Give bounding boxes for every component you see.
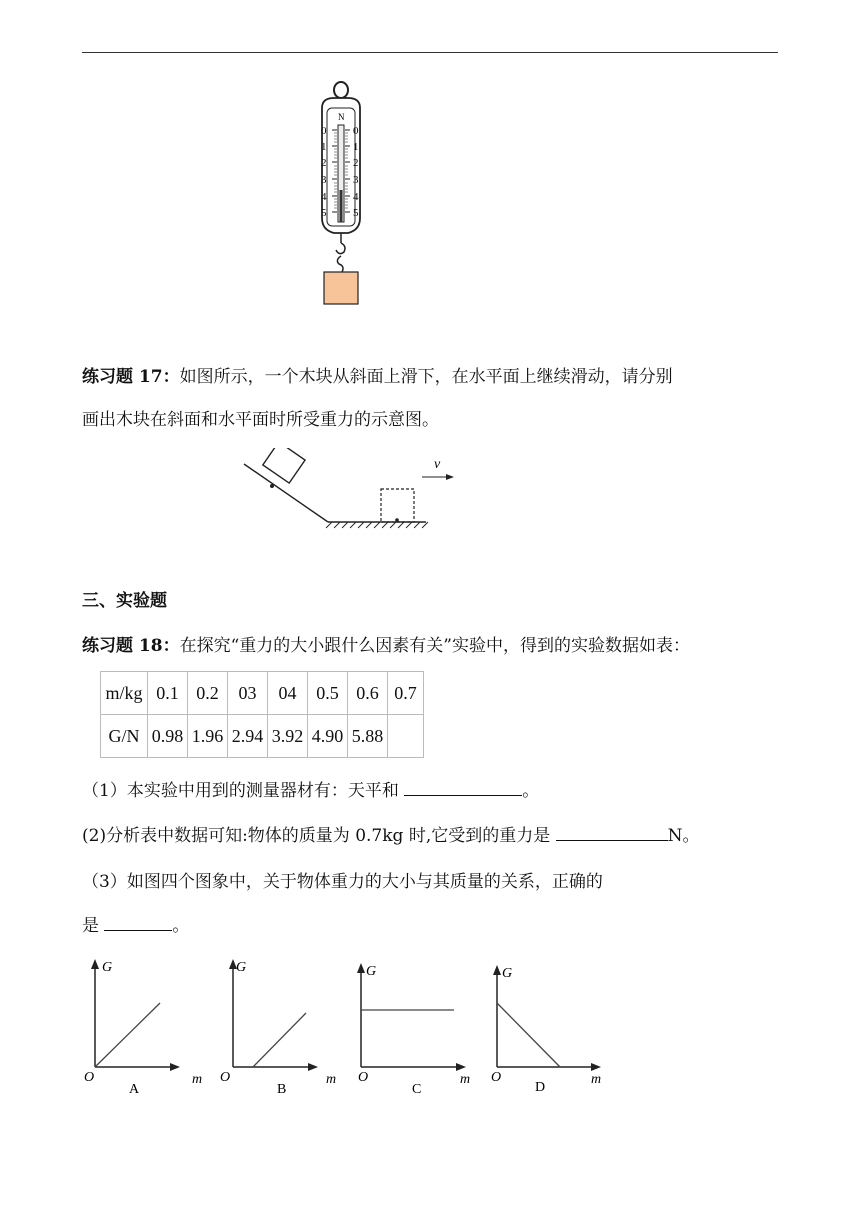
table-cell: 4.90 [308, 715, 348, 758]
table-cell: 0.5 [308, 672, 348, 715]
table-cell: 0.7 [388, 672, 424, 715]
spring-scale-figure [300, 78, 390, 310]
table-cell: 04 [268, 672, 308, 715]
scale-right-tick: 5 [353, 207, 359, 219]
table-cell: 2.94 [228, 715, 268, 758]
q18-sub2 [82, 824, 700, 848]
graph-y-label: G [366, 964, 377, 979]
q18-sub2-text: (2)分析表中数据可知:物体的质量为 0.7kg 时,它受到的重力是 [82, 826, 551, 846]
scale-right-tick: 0 [353, 125, 359, 137]
graph-origin: O [358, 1070, 369, 1085]
q17-text-line1: 如图所示，一个木块从斜面上滑下，在水平面上继续滑动，请分别 [179, 367, 673, 387]
q17-label: 练习题 17： [82, 367, 180, 387]
scale-right-tick: 1 [353, 141, 359, 153]
scale-left-tick: 0 [321, 125, 327, 137]
q18-label: 练习题 18： [82, 636, 180, 656]
table-row [101, 715, 424, 758]
graph-b[interactable] [218, 955, 348, 1100]
graph-x-label: m [460, 1072, 471, 1087]
scale-left-tick: 4 [321, 191, 327, 203]
scale-right-tick: 4 [353, 191, 359, 203]
scale-left-tick: 5 [321, 207, 327, 219]
graph-name: B [277, 1082, 287, 1097]
graph-origin: O [84, 1070, 95, 1085]
scale-left-tick: 1 [321, 141, 327, 153]
q17-text-line2: 画出木块在斜面和水平面时所受重力的示意图。 [82, 410, 439, 430]
slope-block [263, 448, 305, 483]
q18-sub1 [82, 779, 539, 803]
ground-block [381, 489, 414, 522]
q18-sub3-line2 [82, 914, 189, 938]
incline-figure [240, 448, 462, 530]
table-cell: 0.6 [348, 672, 388, 715]
scale-right-tick: 3 [353, 174, 359, 186]
graph-y-label: G [102, 960, 113, 975]
graph-y-label: G [236, 960, 247, 975]
q18-sub1-end: 。 [522, 781, 540, 801]
q18-intro: 在探究“重力的大小跟什么因素有关”实验中，得到的实验数据如表： [179, 636, 690, 656]
graph-a[interactable] [80, 955, 210, 1100]
table-row [101, 672, 424, 715]
graph-c[interactable] [352, 955, 482, 1100]
graph-x-label: m [192, 1072, 203, 1087]
velocity-label: v [434, 457, 441, 472]
table-cell: 5.88 [348, 715, 388, 758]
graph-x-label: m [326, 1072, 337, 1087]
graph-x-label: m [591, 1072, 602, 1087]
header-rule [82, 52, 778, 53]
graph-origin: O [220, 1070, 231, 1085]
graph-name: D [535, 1080, 546, 1095]
scale-right-tick: 2 [353, 157, 359, 169]
scale-left-tick: 3 [321, 174, 327, 186]
table-cell: 0.2 [188, 672, 228, 715]
q17-line1 [82, 365, 673, 389]
table-cell: 1.96 [188, 715, 228, 758]
answer-blank-3[interactable] [104, 914, 172, 931]
graph-origin: O [491, 1070, 502, 1085]
answer-blank-2[interactable] [556, 824, 668, 841]
section-title: 三、实验题 [82, 591, 167, 611]
table-cell: 0.1 [148, 672, 188, 715]
table-cell [388, 715, 424, 758]
answer-blank-1[interactable] [404, 779, 522, 796]
q18-sub3-line1: （3）如图四个图象中，关于物体重力的大小与其质量的关系，正确的 [82, 872, 603, 892]
q18-intro-line [82, 634, 690, 658]
table-cell: 3.92 [268, 715, 308, 758]
graph-d[interactable] [485, 955, 615, 1100]
table-row-header: G/N [101, 715, 148, 758]
table-row-header: m/kg [101, 672, 148, 715]
graph-name: C [412, 1082, 422, 1097]
data-table [100, 671, 424, 758]
q18-sub1-text: （1）本实验中用到的测量器材有：天平和 [82, 781, 399, 801]
table-cell: 0.98 [148, 715, 188, 758]
table-cell: 03 [228, 672, 268, 715]
q18-sub2-end: N。 [667, 826, 700, 846]
q18-sub3-text: 是 [82, 916, 99, 936]
q18-sub3-end: 。 [172, 916, 190, 936]
scale-left-tick: 2 [321, 157, 327, 169]
graph-y-label: G [502, 966, 513, 981]
scale-unit-label: N [338, 112, 345, 122]
graph-name: A [129, 1082, 140, 1097]
